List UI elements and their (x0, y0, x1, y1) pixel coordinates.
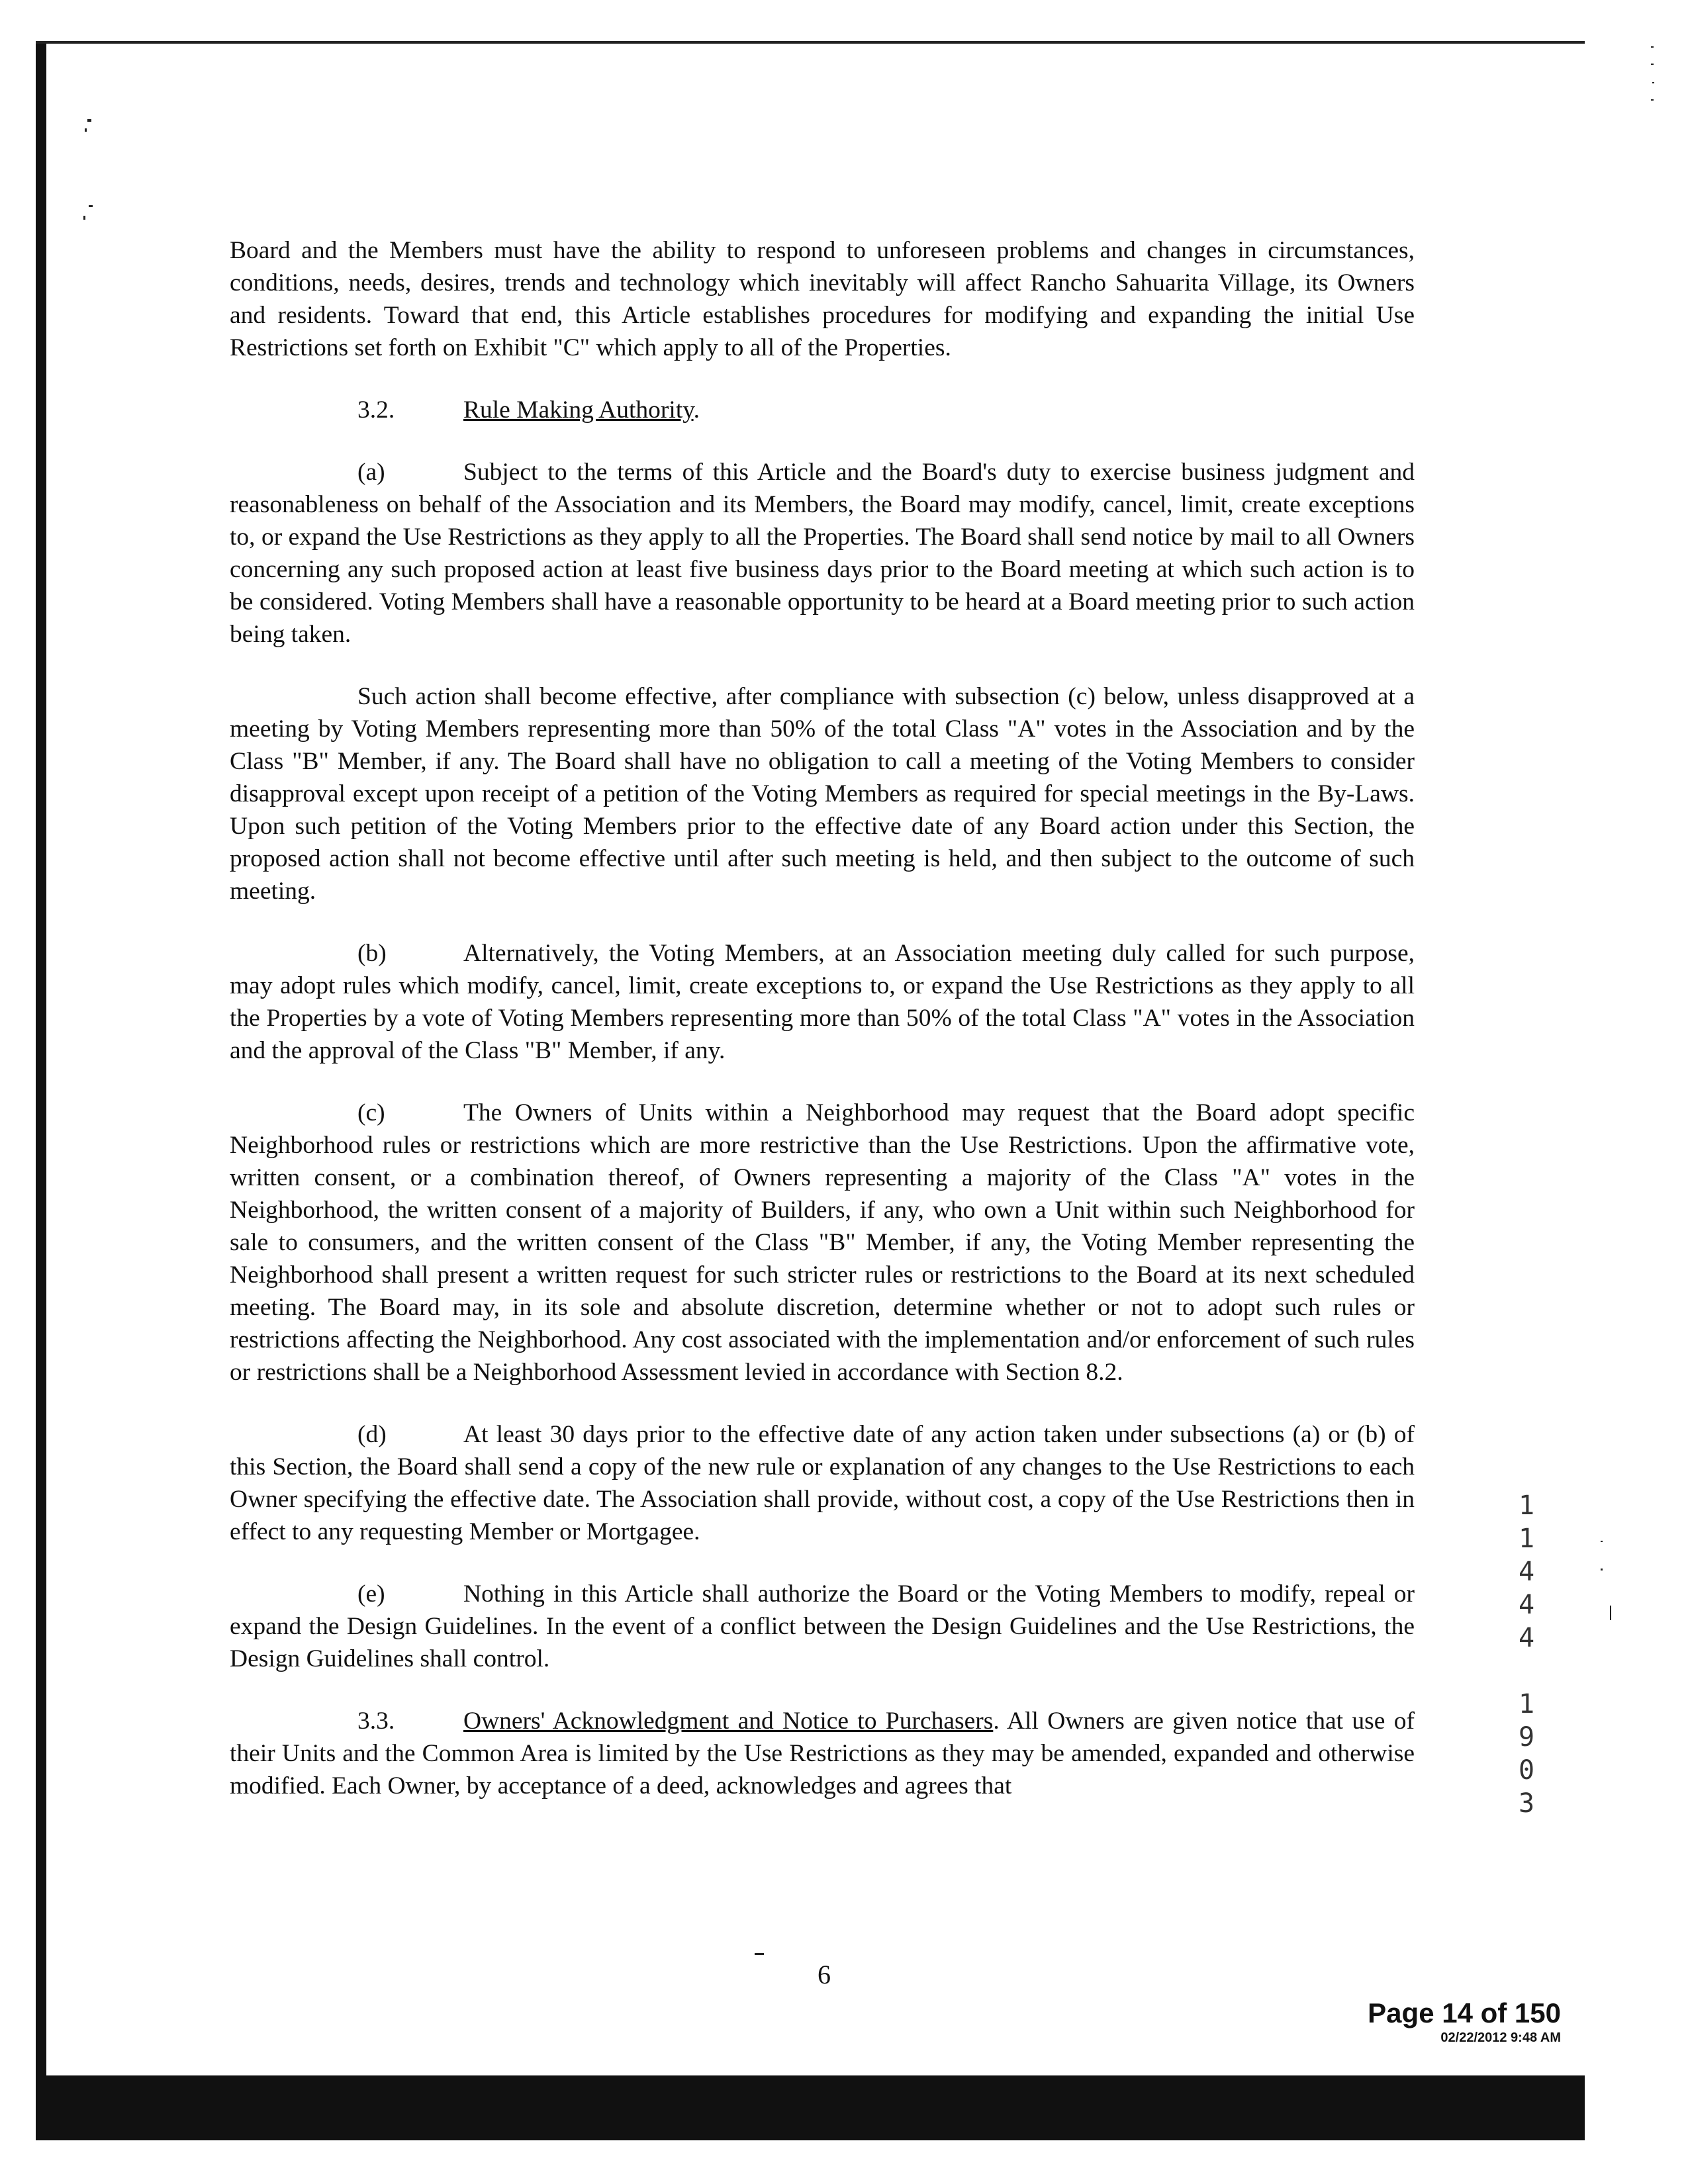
subsection-text: Alternatively, the Voting Members, at an Association meeting duly called for such purpose, may adopt rules which modify, cancel, limit, create exceptions to, or expand the Use Restrictions as they apply to all the Properties by a vote of Voting Members representing more than 50% of the total Class "A" votes in the Association and the approval of the Class "B" Member, if any. (230, 940, 1415, 1064)
scan-speck (83, 216, 85, 220)
such-action-paragraph: Such action shall become effective, after compliance with subsection (c) below, unless disapproved at a meeting by Voting Members representing more than 50% of the total Class "A" votes in the Association and by the Class "B" Member, if any. The Board shall have no obligation to call a meeting of the Voting Members to consider disapproval except upon receipt of a petition of the Voting Members as required for special meetings in the By-Laws. Upon such petition of the Voting Members prior to the effective date of any Board action under this Section, the proposed action shall not become effective until after such meeting is held, and then subject to the outcome of such meeting. (230, 683, 1415, 905)
subsection-label: (a) (357, 459, 385, 486)
subsection-text: Nothing in this Article shall authorize the Board or the Voting Members to modify, repeal or expand the Design Guidelines. In the event of a conflict between the Design Guidelines and the Use Restrictions, the Design Guidelines shall control. (230, 1580, 1415, 1672)
scan-speck (1610, 1606, 1611, 1620)
subsection-label: (b) (357, 940, 387, 967)
scan-speck (1651, 99, 1654, 101)
page-count-stamp: Page 14 of 150 (1368, 1997, 1561, 2028)
section-title: Rule Making Authority (463, 396, 694, 424)
subsection-e (230, 1578, 1415, 1675)
section-number: 3.3. (357, 1707, 395, 1735)
subsection-b (230, 937, 1415, 1067)
section-text: . All Owners are given notice that use of their Units and the Common Area is limited by the Use Restrictions as they may be amended, expanded and otherwise modified. Each Owner, by acceptance of a deed, acknowledges and agrees that (230, 1707, 1415, 1799)
section-number: 3.2. (357, 396, 395, 424)
subsection-a (230, 456, 1415, 651)
document-body (230, 234, 1415, 1832)
scan-speck (1651, 46, 1654, 48)
scan-top-border (36, 41, 1585, 44)
section-title: Owners' Acknowledgment and Notice to Purchasers (463, 1707, 994, 1735)
scan-speck (87, 119, 91, 122)
subsection-c (230, 1097, 1415, 1388)
subsection-text: At least 30 days prior to the effective date of any action taken under subsections (a) or (b) of this Section, the Board shall send a copy of the new rule or explanation of any changes to the Use Restrictions to each Owner specifying the effective date. The Association shall provide, without cost, a copy of the Use Restrictions then in effect to any requesting Member or Mortgagee. (230, 1421, 1415, 1545)
timestamp-stamp: 02/22/2012 9:48 AM (1440, 2030, 1561, 2045)
scan-speck (85, 128, 87, 132)
section-3-2-heading: 3.2. Rule Making Authority. (230, 394, 1415, 426)
intro-paragraph: Board and the Members must have the ability to respond to unforeseen problems and changes in circumstances, conditions, needs, desires, trends and technology which inevitably will affect Rancho Sahuarita Village, its Owners and residents. Toward that end, this Article establishes procedures for modifying and expanding the initial Use Restrictions set forth on Exhibit "C" which apply to all of the Properties. (230, 237, 1415, 361)
subsection-text: The Owners of Units within a Neighborhood may request that the Board adopt specific Neighborhood rules or restrictions which are more restrictive than the Use Restrictions. Upon the affirmative vote, written consent, or a combination thereof, of Owners representing a majority of the Class "A" votes in the Neighborhood, the written consent of a majority of Builders, if any, who own a Unit within such Neighborhood for sale to consumers, and the written consent of the Class "B" Member, if any, the Voting Member representing the Neighborhood shall present a written request for such stricter rules or restrictions to the Board at its next scheduled meeting. The Board may, in its sole and absolute discretion, determine whether or not to adopt such rules or restrictions affecting the Neighborhood. Any cost associated with the implementation and/or enforcement of such rules or restrictions shall be a Neighborhood Assessment levied in accordance with Section 8.2. (230, 1099, 1415, 1386)
scan-speck (755, 1953, 764, 1955)
subsection-label: (c) (357, 1099, 385, 1126)
scan-speck (89, 205, 93, 207)
margin-document-number: 1 1 4 4 4 1 9 0 3 (1518, 1490, 1535, 1819)
subsection-text: Subject to the terms of this Article and the Board's duty to exercise business judgment and reasonableness on behalf of the Association and its Members, the Board may modify, cancel, limit, create exceptions to, or expand the Use Restrictions as they apply to all the Properties. The Board shall send notice by mail to all Owners concerning any such proposed action at least five business days prior to the Board meeting at which such action is to be considered. Voting Members shall have a reasonable opportunity to be heard at a Board meeting prior to such action being taken. (230, 459, 1415, 648)
scan-speck (1652, 82, 1654, 83)
scan-speck (1601, 1541, 1603, 1542)
scan-bottom-band (36, 2075, 1585, 2140)
scan-speck (1651, 64, 1654, 65)
page-number: 6 (818, 1960, 831, 1989)
section-3-3 (230, 1705, 1415, 1802)
subsection-label: (d) (357, 1421, 387, 1448)
subsection-d (230, 1418, 1415, 1548)
scan-speck (1601, 1569, 1603, 1570)
subsection-label: (e) (357, 1580, 385, 1608)
scan-left-border (36, 41, 46, 2075)
